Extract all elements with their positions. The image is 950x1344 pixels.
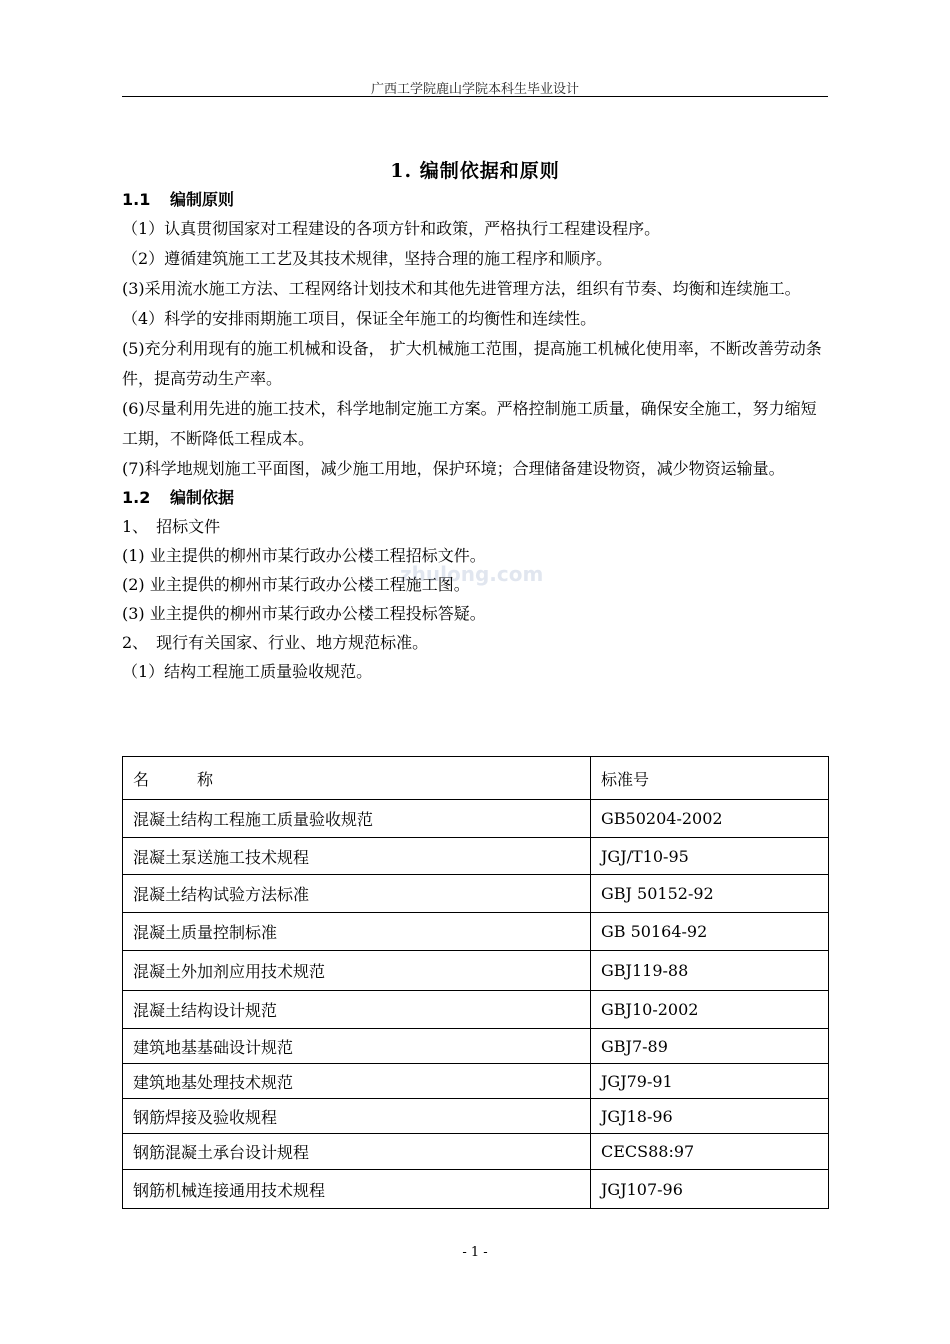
table-row <box>123 1099 829 1134</box>
section-heading-basis <box>122 484 828 512</box>
standard-code: CECS88:97 <box>591 1134 829 1170</box>
list-item: (1) 业主提供的柳州市某行政办公楼工程招标文件。 <box>122 546 486 565</box>
list-item: (3) 业主提供的柳州市某行政办公楼工程投标答疑。 <box>122 604 486 623</box>
standard-code: GBJ7-89 <box>591 1029 829 1064</box>
standard-code: JGJ107-96 <box>591 1170 829 1209</box>
document-body <box>122 186 828 686</box>
table-row <box>123 838 829 875</box>
table-row <box>123 951 829 991</box>
standard-code: JGJ/T10-95 <box>591 838 829 875</box>
paragraph: (3)采用流水施工方法、工程网络计划技术和其他先进管理方法，组织有节奏、均衡和连续施工。 <box>122 279 801 298</box>
standard-code: GB 50164-92 <box>591 913 829 951</box>
section-number: 1.1 <box>122 190 151 209</box>
list-item: 1、 招标文件 <box>122 517 221 536</box>
section-number: 1.2 <box>122 488 151 507</box>
table-row <box>123 991 829 1029</box>
table-header-code: 标准号 <box>591 757 829 800</box>
watermark-logo: zhulong.com <box>400 562 544 586</box>
section-title: 编制原则 <box>170 190 235 209</box>
standard-name: 钢筋焊接及验收规程 <box>123 1099 591 1134</box>
standard-name: 建筑地基处理技术规范 <box>123 1064 591 1099</box>
standard-name: 混凝土外加剂应用技术规范 <box>123 951 591 991</box>
paragraph: （2）遵循建筑施工工艺及其技术规律，坚持合理的施工程序和顺序。 <box>122 249 613 268</box>
page-number: - 1 - <box>462 1245 488 1260</box>
table-row <box>123 875 829 913</box>
paragraph: (6)尽量利用先进的施工技术，科学地制定施工方案。严格控制施工质量，确保安全施工，努力缩短工期，不断降低工程成本。 <box>122 399 817 448</box>
table-row <box>123 1029 829 1064</box>
header-rule <box>122 96 828 97</box>
standard-name: 混凝土泵送施工技术规程 <box>123 838 591 875</box>
table-row <box>123 1170 829 1209</box>
standard-name: 混凝土质量控制标准 <box>123 913 591 951</box>
table-header-row <box>123 757 829 800</box>
standard-name: 混凝土结构设计规范 <box>123 991 591 1029</box>
standard-code: GBJ10-2002 <box>591 991 829 1029</box>
section-heading-principles <box>122 186 828 214</box>
standard-code: GB50204-2002 <box>591 800 829 838</box>
paragraph: （1）认真贯彻国家对工程建设的各项方针和政策，严格执行工程建设程序。 <box>122 219 661 238</box>
standard-name: 建筑地基基础设计规范 <box>123 1029 591 1064</box>
standard-name: 混凝土结构工程施工质量验收规范 <box>123 800 591 838</box>
table-row <box>123 1064 829 1099</box>
list-item: (2) 业主提供的柳州市某行政办公楼工程施工图。 <box>122 575 470 594</box>
section-title: 编制依据 <box>170 488 235 507</box>
standard-name: 钢筋机械连接通用技术规程 <box>123 1170 591 1209</box>
chapter-title: 1. 编制依据和原则 <box>390 160 560 182</box>
paragraph: (5)充分利用现有的施工机械和设备， 扩大机械施工范围，提高施工机械化使用率，不断改善劳动条件，提高劳动生产率。 <box>122 339 822 388</box>
standard-code: GBJ119-88 <box>591 951 829 991</box>
standard-name: 钢筋混凝土承台设计规程 <box>123 1134 591 1170</box>
standard-code: JGJ18-96 <box>591 1099 829 1134</box>
standards-table <box>122 756 829 1209</box>
standard-code: GBJ 50152-92 <box>591 875 829 913</box>
list-item: 2、 现行有关国家、行业、地方规范标准。 <box>122 633 429 652</box>
table-row <box>123 800 829 838</box>
table-row <box>123 1134 829 1170</box>
table-row <box>123 913 829 951</box>
list-item: （1）结构工程施工质量验收规范。 <box>122 662 373 681</box>
table-header-name: 名 称 <box>123 757 591 800</box>
paragraph: （4）科学的安排雨期施工项目，保证全年施工的均衡性和连续性。 <box>122 309 597 328</box>
standard-code: JGJ79-91 <box>591 1064 829 1099</box>
page-header: 广西工学院鹿山学院本科生毕业设计 <box>370 82 579 97</box>
paragraph: (7)科学地规划施工平面图，减少施工用地，保护环境；合理储备建设物资，减少物资运输量。 <box>122 459 785 478</box>
standard-name: 混凝土结构试验方法标准 <box>123 875 591 913</box>
